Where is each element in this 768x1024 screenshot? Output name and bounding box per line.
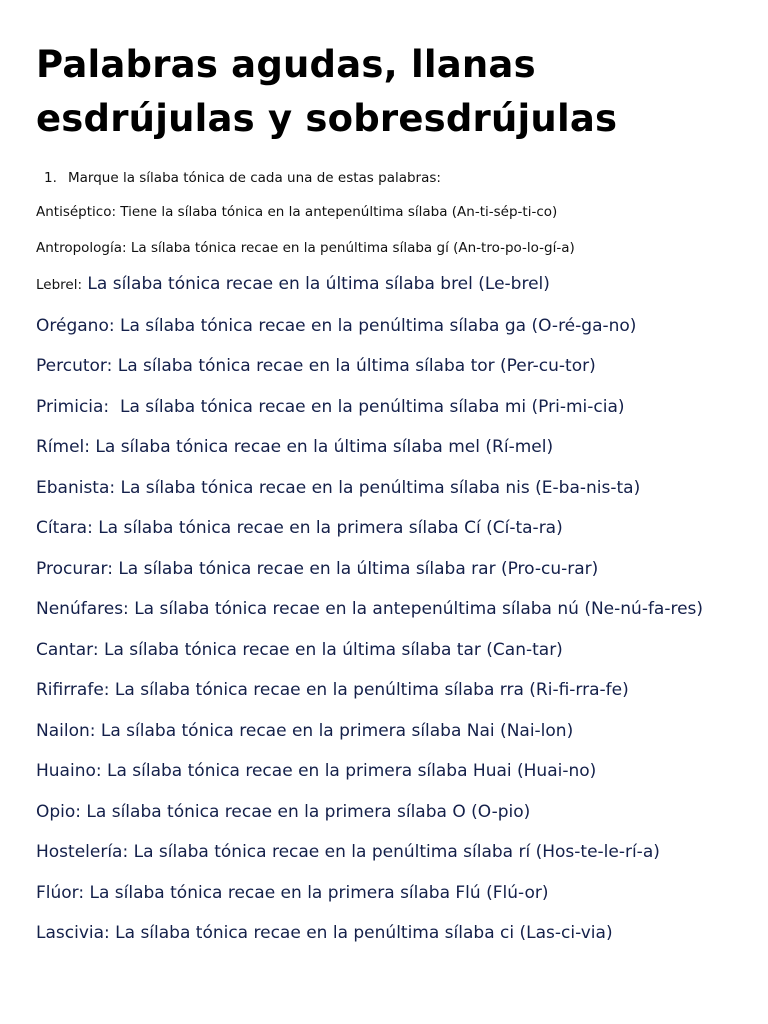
instruction-text: Marque la sílaba tónica de cada una de estas palabras: <box>68 170 441 186</box>
entry-ebanista: Ebanista: La sílaba tónica recae en la penúltima sílaba nis (E-ba-nis-ta) <box>36 477 641 498</box>
entry-lebrel <box>36 272 736 297</box>
entry-nailon: Nailon: La sílaba tónica recae en la primera sílaba Nai (Nai-lon) <box>36 720 574 741</box>
title-line-1: Palabras agudas, llanas <box>36 43 536 86</box>
entry-oregano: Orégano: La sílaba tónica recae en la penúltima sílaba ga (O-ré-ga-no) <box>36 315 637 336</box>
entry-text: La sílaba tónica recae en la última sílaba brel (Le-brel) <box>82 274 550 294</box>
entry-nenufares: Nenúfares: La sílaba tónica recae en la antepenúltima sílaba nú (Ne-nú-fa-res) <box>36 599 704 619</box>
entry-word: Lebrel: <box>36 277 83 293</box>
page-title <box>36 38 736 146</box>
entry-fluor: Flúor: La sílaba tónica recae en la primera sílaba Flú (Flú-or) <box>36 882 549 903</box>
title-line-2: esdrújulas y sobresdrújulas <box>36 97 618 140</box>
entry-cantar: Cantar: La sílaba tónica recae en la última sílaba tar (Can-tar) <box>36 639 563 660</box>
entry-rimel: Rímel: La sílaba tónica recae en la última sílaba mel (Rí-mel) <box>36 437 554 457</box>
entry-opio: Opio: La sílaba tónica recae en la primera sílaba O (O-pio) <box>36 801 531 822</box>
instruction-number: 1. <box>44 170 57 186</box>
instruction-item <box>36 168 736 188</box>
entry-huaino: Huaino: La sílaba tónica recae en la primera sílaba Huai (Huai-no) <box>36 761 597 781</box>
entry-procurar: Procurar: La sílaba tónica recae en la última sílaba rar (Pro-cu-rar) <box>36 558 599 579</box>
entry-antropologia: Antropología: La sílaba tónica recae en la penúltima sílaba gí (An-tro-po-lo-gí-a) <box>36 240 575 256</box>
entry-rifirrafe: Rifirrafe: La sílaba tónica recae en la penúltima sílaba rra (Ri-fi-rra-fe) <box>36 680 629 700</box>
entry-citara: Cítara: La sílaba tónica recae en la primera sílaba Cí (Cí-ta-ra) <box>36 518 563 538</box>
document-page <box>36 0 736 945</box>
entry-list <box>36 272 736 945</box>
entry-antiseptico: Antiséptico: Tiene la sílaba tónica en la antepenúltima sílaba (An-ti-sép-ti-co) <box>36 204 558 220</box>
entry-percutor: Percutor: La sílaba tónica recae en la última sílaba tor (Per-cu-tor) <box>36 356 596 376</box>
entry-hosteleria: Hostelería: La sílaba tónica recae en la penúltima sílaba rí (Hos-te-le-rí-a) <box>36 842 660 862</box>
entry-primicia: Primicia: La sílaba tónica recae en la penúltima sílaba mi (Pri-mi-cia) <box>36 396 625 417</box>
entry-lascivia: Lascivia: La sílaba tónica recae en la penúltima sílaba ci (Las-ci-via) <box>36 923 613 943</box>
